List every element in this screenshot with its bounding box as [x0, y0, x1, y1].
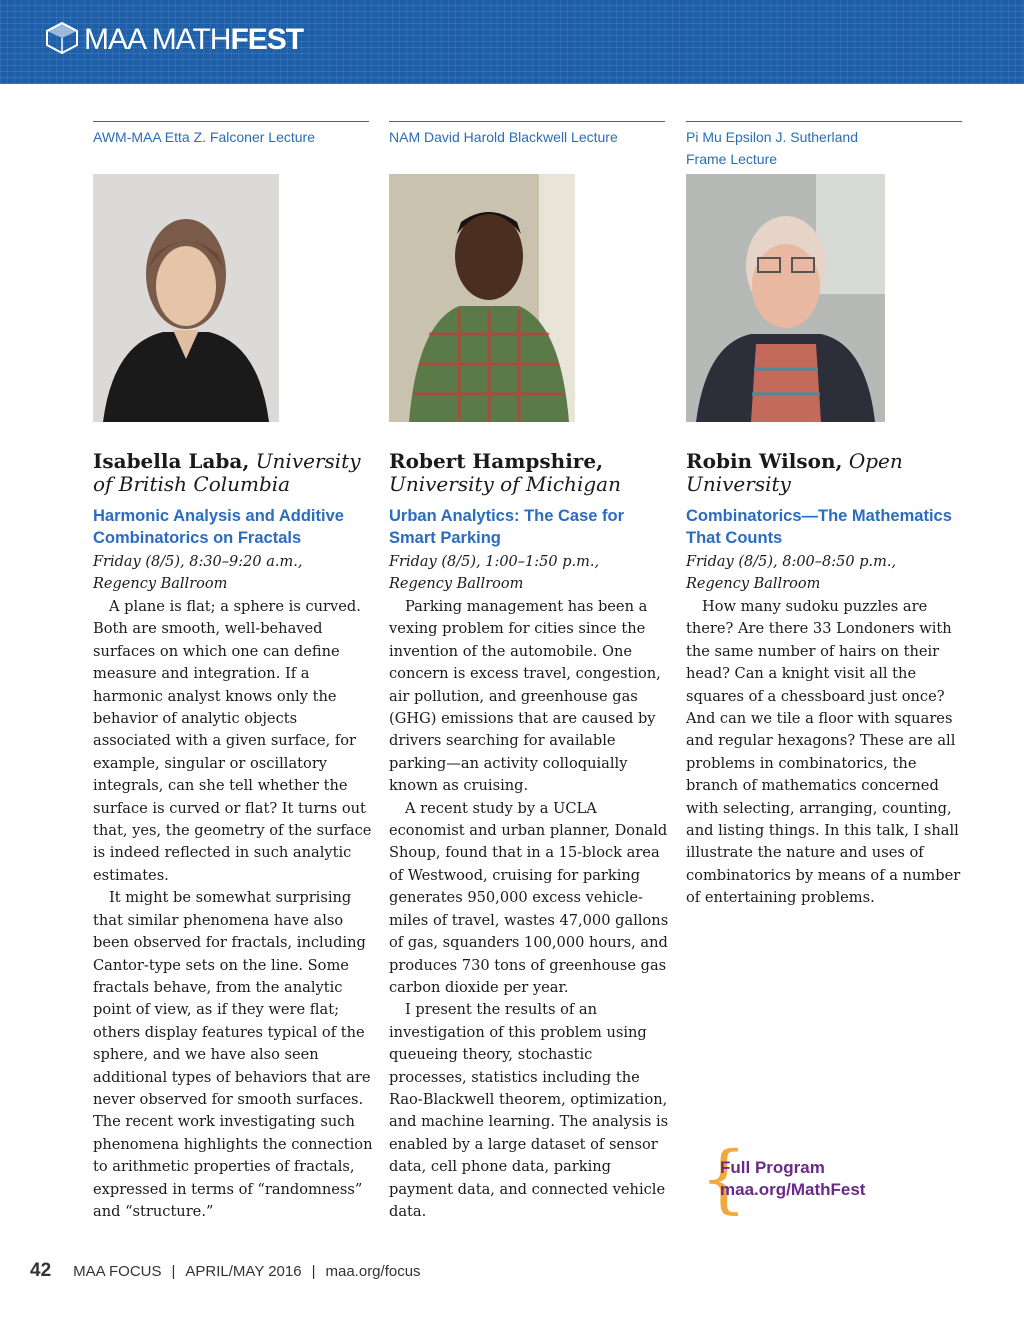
footer-url[interactable]: maa.org/focus [325, 1263, 421, 1280]
talk-abstract [686, 596, 966, 910]
abstract-paragraph: How many sudoku puzzles are there? Are there 33 Londoners with the same number of hairs on their head? Can a knight visit all the squares of a chessboard just once? And can we tile a floor with squares and regular hexagons? These are all problems in combinatorics, the branch of mathematics concerned with selecting, arranging, counting, and listing things. In this talk, I shall illustrate the nature and uses of combinatorics by means of a number of entertaining problems. [686, 598, 961, 907]
talk-title: Urban Analytics: The Case for Smart Parking [389, 507, 625, 547]
speaker-affiliation: University of British Columbia [93, 449, 361, 496]
abstract-paragraph: A plane is flat; a sphere is curved. Both are smooth, well-behaved surfaces on which one can define measure and integration. If a harmonic analyst knows only the behavior of analytic objects associated with a given surface, for example, singular or oscillatory integrals, can she tell whether the surface is curved or flat? It turns out that, yes, the geometry of the surface is indeed reflected in such analytic estimates. [93, 598, 372, 884]
speaker-laba [93, 450, 369, 496]
header-banner [0, 0, 1024, 84]
speaker-photo-wilson [686, 174, 885, 422]
abstract-paragraph: Parking management has been a vexing problem for cities since the invention of the automobile. One concern is excess travel, congestion, air pollution, and greenhouse gas (GHG) emissions that are caused by drivers searching for available parking—an activity colloquially known as cruising. [389, 598, 661, 795]
logo-fest: FEST [230, 23, 304, 56]
full-program-label: Full Program [720, 1158, 825, 1177]
lecture-column-2 [389, 121, 665, 148]
talk-title: Combinatorics—The Mathematics That Counts [686, 507, 952, 547]
speaker-name: Robert Hampshire, [389, 449, 604, 473]
logo-maa-math: MAA MATH [84, 23, 231, 56]
footer-separator: | [311, 1263, 316, 1280]
maa-mathfest-logo[interactable] [44, 20, 303, 60]
speaker-photo-hampshire [389, 174, 575, 422]
talk-schedule: Friday (8/5), 8:30–9:20 a.m., Regency Ballroom [93, 554, 303, 593]
page-number: 42 [30, 1260, 52, 1281]
lecture-title: AWM-MAA Etta Z. Falconer Lecture [93, 129, 315, 145]
abstract-paragraph: It might be somewhat surprising that similar phenomena have also been observed for fractals, including Cantor-type sets on the line. Some fractals behave, from the analytic point of view, as if they were flat; others display features typical of the sphere, and we have also seen additional types of behaviors that are never observed for smooth surfaces. The recent work investigating such phenomena highlights the connection to arithmetic properties of fractals, expressed in terms of “randomness” and “structure.” [93, 889, 373, 1220]
logo-icon [44, 21, 80, 59]
speaker-affiliation: University of Michigan [389, 472, 621, 496]
lecture-column-3 [686, 121, 962, 170]
brace-icon: { [700, 1136, 748, 1222]
column-rule [686, 121, 962, 122]
column-rule [93, 121, 369, 122]
full-program-callout [700, 1136, 950, 1222]
speaker-wilson [686, 450, 962, 496]
lecture-title: NAM David Harold Blackwell Lecture [389, 129, 618, 145]
talk-title: Harmonic Analysis and Additive Combinatorics on Fractals [93, 507, 344, 547]
column-rule [389, 121, 665, 122]
full-program-link[interactable]: maa.org/MathFest [720, 1180, 866, 1199]
speaker-name: Robin Wilson, [686, 449, 843, 473]
abstract-paragraph: A recent study by a UCLA economist and urban planner, Donald Shoup, found that in a 15-block area of Westwood, cruising for parking generates 950,000 excess vehicle-miles of travel, wastes 47,000 gallons of gas, squanders 100,000 hours, and produces 730 tons of greenhouse gas carbon dioxide per year. [389, 799, 669, 996]
footer-issue: APRIL/MAY 2016 [185, 1263, 302, 1280]
speaker-photo-laba [93, 174, 279, 422]
speaker-name: Isabella Laba, [93, 449, 250, 473]
lecture-title: Pi Mu Epsilon J. Sutherland Frame Lecture [686, 129, 858, 167]
talk-schedule: Friday (8/5), 8:00–8:50 p.m., Regency Ballroom [686, 554, 897, 593]
talk-abstract [93, 596, 373, 1223]
abstract-paragraph: I present the results of an investigation of this problem using queueing theory, stochastic processes, statistics including the Rao-Blackwell theorem, optimization, and machine learning. The analysis is enabled by a large dataset of sensor data, cell phone data, parking payment data, and connected vehicle data. [389, 1001, 669, 1220]
talk-abstract [389, 596, 669, 1223]
talk-schedule: Friday (8/5), 1:00–1:50 p.m., Regency Ballroom [389, 554, 600, 593]
lecture-column-1 [93, 121, 369, 148]
page-footer [30, 1260, 421, 1288]
footer-publication: MAA FOCUS [73, 1263, 162, 1280]
footer-separator: | [171, 1263, 176, 1280]
speaker-affiliation: Open University [686, 449, 903, 496]
speaker-hampshire [389, 450, 665, 496]
